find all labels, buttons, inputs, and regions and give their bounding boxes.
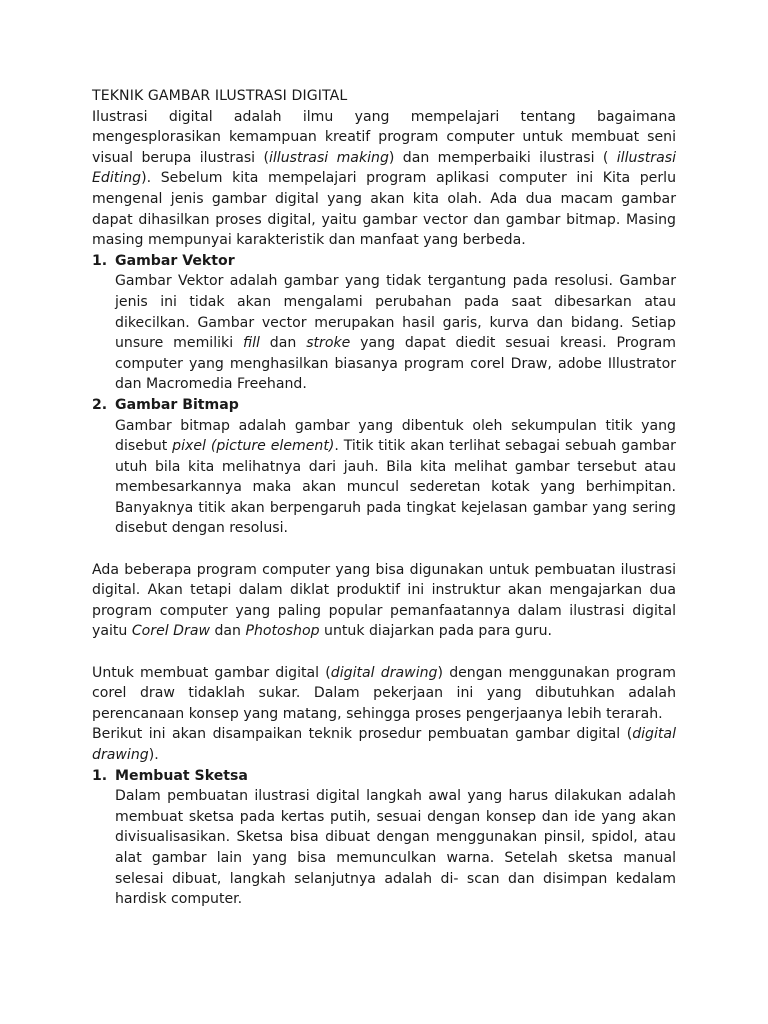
paragraph-gap — [92, 539, 676, 560]
sketsa-paragraph — [92, 786, 676, 910]
intro-text-3: ). Sebelum kita mempelajari program aplikasi computer ini Kita perlu mengenal jenis gambar digital yang akan kita olah. Ada dua macam gambar dapat dihasilkan proses digital, yaitu gambar vector dan gambar bitmap. Masing masing mempunyai karakteristik dan manfaat yang berbeda. — [92, 170, 676, 249]
bitmap-italic-1: pixel (picture element) — [172, 438, 335, 455]
bitmap-paragraph — [92, 416, 676, 540]
paragraph-gap — [92, 642, 676, 663]
drawing-text-1: Untuk membuat gambar digital ( — [92, 664, 331, 681]
section-number: 1. — [92, 252, 108, 269]
programs-text-1: Ada beberapa program computer yang bisa digunakan untuk pembuatan ilustrasi digital. Akan tetapi dalam diklat produktif ini instruktur akan mengajarkan dua program computer yang paling popular pemanfaatannya dalam ilustrasi digital yaitu — [92, 561, 676, 640]
section-heading-label: Membuat Sketsa — [115, 767, 248, 784]
intro-paragraph — [92, 107, 676, 251]
drawing-paragraph — [92, 663, 676, 725]
bitmap-text-2: . Titik titik akan terlihat sebagai sebuah gambar utuh bila kita melihatnya dari jauh. Bila kita melihat gambar tersebut atau membesarkannya maka akan muncul sederetan kotak yang berhimpitan. Banyaknya titik akan berpengaruh pada tingkat kejelasan gambar yang sering disebut dengan resolusi. — [115, 438, 676, 537]
intro-italic-2: illustrasi Editing — [92, 149, 676, 187]
prosedur-italic-1: digital drawing — [92, 726, 676, 763]
vektor-text-2: dan — [259, 335, 307, 352]
section-heading-label: Gambar Bitmap — [115, 396, 239, 413]
vektor-paragraph — [92, 271, 676, 395]
prosedur-paragraph — [92, 724, 676, 765]
section-heading-sketsa — [92, 766, 676, 787]
intro-italic-1: illustrasi making — [268, 149, 389, 166]
drawing-italic-1: digital drawing — [330, 664, 438, 681]
page-title: TEKNIK GAMBAR ILUSTRASI DIGITAL — [92, 88, 348, 104]
prosedur-text-1: Berikut ini akan disampaikan teknik prosedur pembuatan gambar digital ( — [92, 726, 633, 743]
vektor-italic-2: stroke — [306, 335, 351, 352]
bitmap-text-1: Gambar bitmap adalah gambar yang dibentuk oleh sekumpulan titik yang disebut — [115, 417, 676, 455]
vektor-text-1: Gambar Vektor adalah gambar yang tidak tergantung pada resolusi. Gambar jenis ini tidak akan mengalami perubahan pada saat dibesarkan atau dikecilkan. Gambar vector merupakan hasil garis, kurva dan bidang. Setiap unsure memiliki — [115, 273, 676, 352]
programs-italic-2: Photoshop — [245, 623, 320, 640]
drawing-text-2: ) dengan menggunakan program corel draw tidaklah sukar. Dalam pekerjaan ini yang dibutuhkan adalah perencanaan konsep yang matang, sehingga proses pengerjaanya lebih terarah. — [92, 664, 677, 722]
programs-text-2: dan — [209, 623, 246, 640]
section-heading-vektor — [92, 251, 676, 272]
vektor-italic-1: fill — [242, 335, 260, 352]
programs-paragraph — [92, 560, 676, 642]
section-heading-label: Gambar Vektor — [115, 252, 235, 269]
section-number: 1. — [92, 767, 108, 784]
programs-text-3: untuk diajarkan pada para guru. — [319, 623, 553, 640]
section-number: 2. — [92, 396, 108, 413]
section-heading-bitmap — [92, 395, 676, 416]
programs-italic-1: Corel Draw — [131, 623, 210, 640]
sketsa-text-1: Dalam pembuatan ilustrasi digital langkah awal yang harus dilakukan adalah membuat sketsa pada kertas putih, sesuai dengan konsep dan ide yang akan divisualisasikan. Sketsa bisa dibuat dengan menggunakan pinsil, spidol, atau alat gambar lain yang bisa memunculkan warna. Setelah sketsa manual selesai dibuat, langkah selanjutnya adalah di- scan dan disimpan kedalam hardisk computer. — [115, 788, 676, 908]
vektor-text-3: yang dapat diedit sesuai kreasi. Program computer yang menghasilkan biasanya program corel Draw, adobe Illustrator dan Macromedia Freehand. — [115, 335, 676, 393]
intro-text-1: Ilustrasi digital adalah ilmu yang mempelajari tentang bagaimana mengesplorasikan kemampuan kreatif program computer untuk membuat seni visual berupa ilustrasi ( — [92, 108, 676, 166]
prosedur-text-2: ). — [148, 747, 159, 763]
intro-text-2: ) dan memperbaiki ilustrasi ( — [388, 149, 617, 166]
